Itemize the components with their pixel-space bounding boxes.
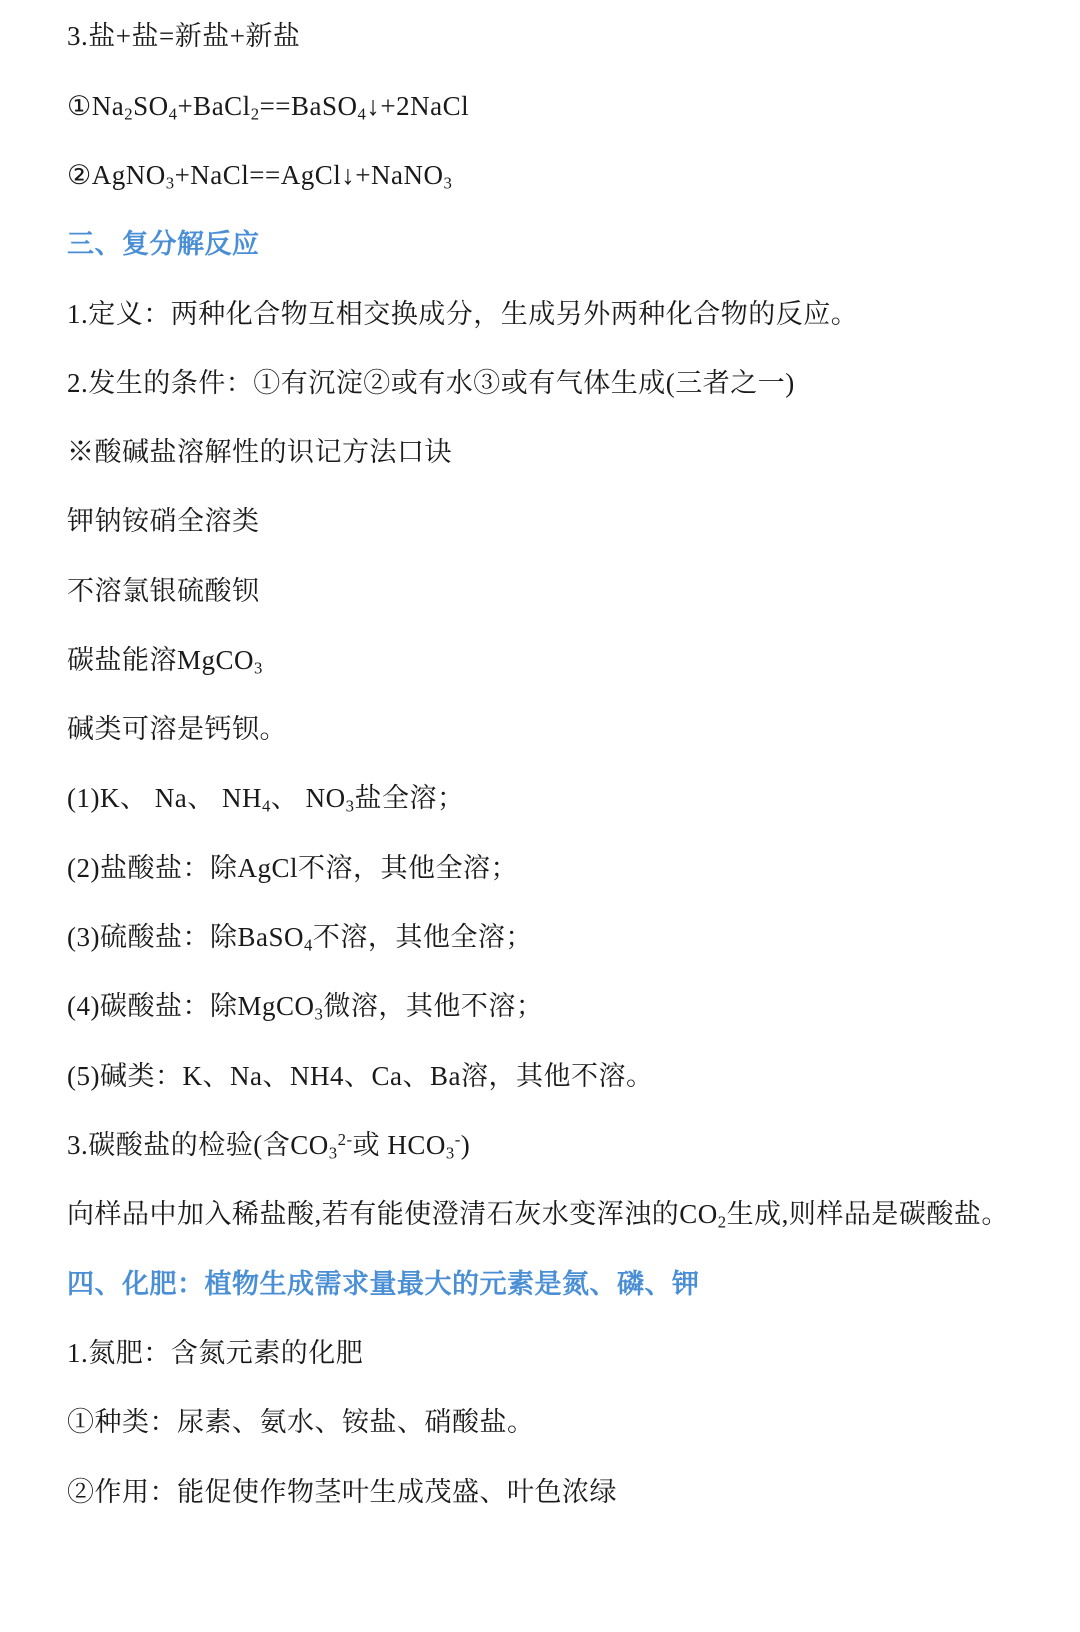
line-rule-2: (2)盐酸盐：除AgCl不溶，其他全溶；: [67, 853, 518, 883]
line-rule-4: (4)碳酸盐：除MgCO$_3$微溶，其他不溶；: [67, 991, 544, 1024]
line-nitrogen-effect: ②作用：能促使作物茎叶生成茂盛、叶色浓绿: [67, 1477, 617, 1507]
section-heading-3: 三、复分解反应: [67, 229, 260, 259]
line-definition: 1.定义：两种化合物互相交换成分，生成另外两种化合物的反应。: [67, 299, 859, 329]
line-conditions: 2.发生的条件：①有沉淀②或有水③或有气体生成(三者之一): [67, 368, 795, 398]
line-mnemonic-3: 碳盐能溶MgCO$_3$: [67, 645, 263, 678]
line-mnemonic-2: 不溶氯银硫酸钡: [67, 576, 260, 606]
line-rule-1: (1)K、 Na、 $NH_4$、 $NO_3$盐全溶；: [67, 783, 465, 816]
line-equation-1: $①Na_2SO_4+BaCl_2==BaSO_4↓+2NaCl$: [67, 91, 470, 124]
line-salt-salt-reaction: 3.盐+盐=新盐+新盐: [67, 21, 301, 51]
line-equation-2: ②AgNO$_3$+NaCl==AgCl↓+NaNO$_3$: [67, 160, 453, 193]
line-nitrogen-types: ①种类：尿素、氨水、铵盐、硝酸盐。: [67, 1407, 535, 1437]
line-mnemonic-4: 碱类可溶是钙钡。: [67, 714, 287, 744]
line-rule-3: (3)硫酸盐：除BaSO$_4$不溶，其他全溶；: [67, 922, 533, 955]
line-mnemonic-1: 钾钠铵硝全溶类: [67, 506, 260, 536]
line-carbonate-method: 向样品中加入稀盐酸,若有能使澄清石灰水变浑浊的$CO_2$生成,则样品是碳酸盐。: [67, 1199, 1009, 1232]
line-carbonate-test: 3.碳酸盐的检验(含$CO_3^{2-}$或 $HCO_3^-$): [67, 1129, 471, 1163]
line-nitrogen-fertilizer: 1.氮肥：含氮元素的化肥: [67, 1338, 364, 1368]
line-mnemonic-title: ※酸碱盐溶解性的识记方法口诀: [67, 437, 452, 467]
section-heading-4: 四、化肥：植物生成需求量最大的元素是氮、磷、钾: [67, 1269, 700, 1299]
line-rule-5: (5)碱类：K、Na、NH4、Ca、Ba溶，其他不溶。: [67, 1061, 654, 1091]
